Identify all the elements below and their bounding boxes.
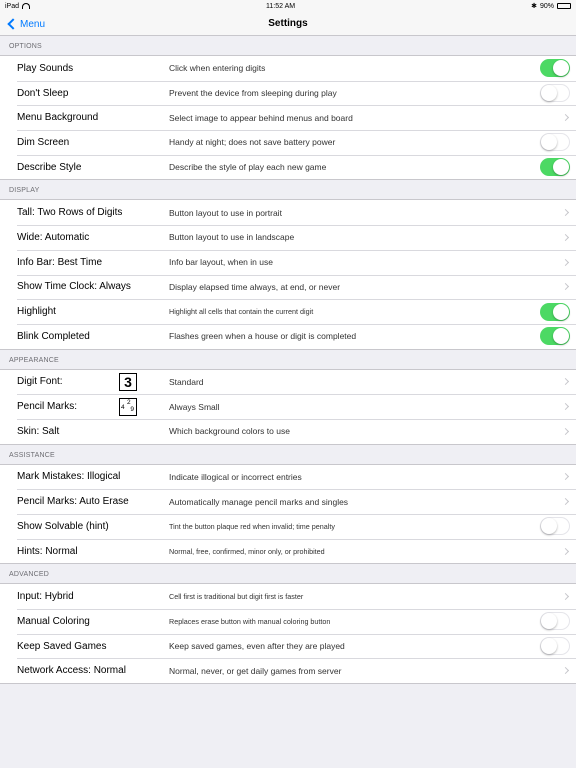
- chevron-right-icon: [562, 209, 569, 216]
- setting-description: Describe the style of play each new game: [169, 162, 327, 173]
- chevron-left-icon: [7, 18, 18, 29]
- section-header-display: DISPLAY: [9, 187, 40, 195]
- setting-label: Hints: Normal: [17, 545, 78, 557]
- setting-row-describe-style[interactable]: [0, 155, 576, 180]
- toggle-knob: [541, 518, 557, 534]
- setting-row-pencil-marks[interactable]: [0, 394, 576, 419]
- setting-label: Network Access: Normal: [17, 665, 126, 677]
- chevron-right-icon: [562, 378, 569, 385]
- status-time: 11:52 AM: [266, 2, 296, 10]
- setting-label: Highlight: [17, 306, 56, 318]
- setting-description: Button layout to use in portrait: [169, 207, 282, 218]
- setting-row-info-bar-best-time[interactable]: [0, 250, 576, 275]
- setting-row-keep-saved-games[interactable]: [0, 634, 576, 659]
- setting-row-manual-coloring[interactable]: [0, 609, 576, 634]
- chevron-right-icon: [562, 234, 569, 241]
- toggle-knob: [541, 613, 557, 629]
- setting-row-hints-normal[interactable]: [0, 539, 576, 564]
- device-label: iPad: [5, 2, 20, 10]
- setting-row-don-t-sleep[interactable]: [0, 81, 576, 106]
- setting-label: Show Solvable (hint): [17, 520, 109, 532]
- setting-row-tall-two-rows-of-digits[interactable]: [0, 200, 576, 225]
- battery-percent: 90%: [539, 2, 554, 10]
- toggle-switch-don-t-sleep[interactable]: [540, 84, 570, 102]
- chevron-right-icon: [562, 283, 569, 290]
- setting-label: Dim Screen: [17, 136, 70, 148]
- setting-description: Highlight all cells that contain the current digit: [169, 307, 314, 317]
- setting-label: Menu Background: [17, 112, 99, 124]
- back-label: Menu: [20, 18, 46, 30]
- setting-description: Replaces erase button with manual coloring button: [169, 616, 331, 626]
- setting-label: Input: Hybrid: [17, 591, 74, 603]
- setting-description: Standard: [169, 376, 204, 387]
- section-header-assistance: ASSISTANCE: [9, 451, 55, 459]
- section-header-advanced: ADVANCED: [9, 571, 49, 579]
- setting-row-menu-background[interactable]: [0, 105, 576, 130]
- pencil-marks-sample: [119, 398, 137, 416]
- section-header-options: OPTIONS: [9, 43, 42, 50]
- setting-description: Normal, never, or get daily games from server: [169, 665, 342, 676]
- toggle-switch-highlight[interactable]: [540, 303, 570, 321]
- setting-label: Wide: Automatic: [17, 231, 90, 243]
- setting-description: Button layout to use in landscape: [169, 232, 295, 243]
- setting-row-network-access-normal[interactable]: [0, 658, 576, 683]
- setting-label: Skin: Salt: [17, 425, 60, 437]
- setting-description: Tint the button plaque red when invalid; time penalty: [169, 521, 335, 531]
- pencil-mark-digit: 4: [121, 403, 125, 411]
- setting-description: Flashes green when a house or digit is completed: [169, 331, 357, 342]
- battery-icon: [557, 3, 571, 9]
- setting-row-wide-automatic[interactable]: [0, 225, 576, 250]
- toggle-knob: [541, 134, 557, 150]
- chevron-right-icon: [562, 403, 569, 410]
- setting-label: Digit Font:: [17, 376, 63, 388]
- setting-label: Blink Completed: [17, 330, 90, 342]
- section-header-appearance: APPEARANCE: [9, 356, 59, 364]
- chevron-right-icon: [562, 547, 569, 554]
- setting-row-skin-salt[interactable]: [0, 419, 576, 444]
- setting-description: Cell first is traditional but digit first is faster: [169, 592, 304, 602]
- toggle-switch-describe-style[interactable]: [540, 158, 570, 176]
- chevron-right-icon: [562, 428, 569, 435]
- toggle-switch-dim-screen[interactable]: [540, 133, 570, 151]
- setting-row-highlight[interactable]: [0, 299, 576, 324]
- setting-label: Tall: Two Rows of Digits: [17, 207, 123, 219]
- toggle-switch-play-sounds[interactable]: [540, 59, 570, 77]
- setting-row-show-solvable-hint[interactable]: [0, 514, 576, 539]
- chevron-right-icon: [562, 473, 569, 480]
- setting-description: Click when entering digits: [169, 63, 266, 74]
- pencil-mark-digit: 2: [127, 398, 131, 406]
- setting-description: Info bar layout, when in use: [169, 257, 273, 268]
- status-right: [531, 2, 571, 10]
- setting-description: Prevent the device from sleeping during play: [169, 88, 337, 99]
- setting-label: Mark Mistakes: Illogical: [17, 471, 121, 483]
- setting-label: Pencil Marks: Auto Erase: [17, 496, 129, 508]
- setting-description: Which background colors to use: [169, 426, 290, 437]
- setting-label: Play Sounds: [17, 62, 74, 74]
- toggle-knob: [553, 328, 569, 344]
- setting-row-dim-screen[interactable]: [0, 130, 576, 155]
- toggle-knob: [553, 159, 569, 175]
- setting-description: Keep saved games, even after they are played: [169, 641, 345, 652]
- setting-label: Info Bar: Best Time: [17, 256, 103, 268]
- toggle-knob: [541, 638, 557, 654]
- wifi-icon: [22, 3, 30, 9]
- setting-description: Display elapsed time always, at end, or never: [169, 281, 341, 292]
- section-display: [0, 199, 576, 349]
- status-left: [5, 3, 30, 10]
- bluetooth-icon: ✱: [531, 3, 537, 10]
- setting-label: Manual Coloring: [17, 615, 90, 627]
- setting-row-play-sounds[interactable]: [0, 56, 576, 81]
- toggle-switch-blink-completed[interactable]: [540, 327, 570, 345]
- section-options: [0, 55, 576, 180]
- setting-description: Automatically manage pencil marks and singles: [169, 496, 349, 507]
- toggle-knob: [553, 60, 569, 76]
- setting-description: Handy at night; does not save battery power: [169, 137, 336, 148]
- settings-list: [0, 36, 576, 684]
- setting-row-mark-mistakes-illogical[interactable]: [0, 465, 576, 490]
- page-title: Settings: [268, 18, 308, 29]
- setting-row-digit-font[interactable]: [0, 370, 576, 395]
- setting-description: Indicate illogical or incorrect entries: [169, 471, 302, 482]
- section-advanced: [0, 583, 576, 684]
- setting-row-pencil-marks-auto-erase[interactable]: [0, 489, 576, 514]
- section-assistance: [0, 464, 576, 565]
- chevron-right-icon: [562, 259, 569, 266]
- digit-font-sample: 3: [119, 373, 137, 391]
- setting-description: Normal, free, confirmed, minor only, or prohibited: [169, 546, 325, 556]
- setting-row-blink-completed[interactable]: [0, 324, 576, 349]
- setting-label: Keep Saved Games: [17, 640, 107, 652]
- toggle-knob: [541, 85, 557, 101]
- chevron-right-icon: [562, 593, 569, 600]
- chevron-right-icon: [562, 498, 569, 505]
- back-button[interactable]: [6, 15, 45, 33]
- section-appearance: [0, 369, 576, 445]
- setting-row-input-hybrid[interactable]: [0, 584, 576, 609]
- pencil-mark-digit: 9: [130, 406, 134, 414]
- setting-row-show-time-clock-always[interactable]: [0, 275, 576, 300]
- toggle-knob: [553, 304, 569, 320]
- setting-label: Show Time Clock: Always: [17, 281, 131, 293]
- setting-description: Always Small: [169, 401, 220, 412]
- setting-label: Don't Sleep: [17, 87, 69, 99]
- chevron-right-icon: [562, 667, 569, 674]
- setting-label: Describe Style: [17, 161, 82, 173]
- toggle-switch-show-solvable-hint[interactable]: [540, 517, 570, 535]
- toggle-switch-keep-saved-games[interactable]: [540, 637, 570, 655]
- chevron-right-icon: [562, 114, 569, 121]
- setting-description: Select image to appear behind menus and board: [169, 112, 353, 123]
- nav-bar: [0, 12, 576, 36]
- status-bar: [0, 0, 576, 12]
- setting-label: Pencil Marks:: [17, 401, 78, 413]
- toggle-switch-manual-coloring[interactable]: [540, 612, 570, 630]
